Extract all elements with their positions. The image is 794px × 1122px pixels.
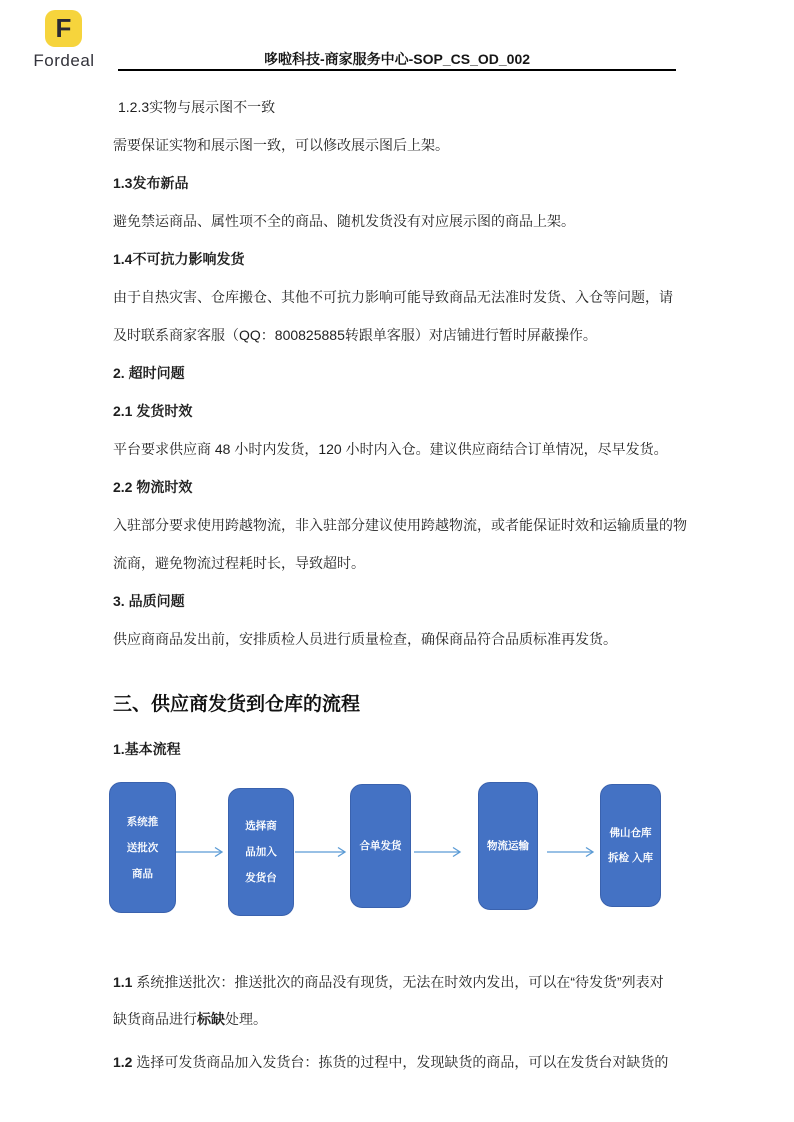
paragraph-1-4-line2: 及时联系商家客服（QQ：800825885转跟单客服）对店铺进行暂时屏蔽操作。 xyxy=(113,327,597,343)
flow-node-logistics-transport xyxy=(478,782,538,910)
flow-node-line: 品加入 xyxy=(245,846,277,858)
document-header-title: 哆啦科技-商家服务中心-SOP_CS_OD_002 xyxy=(263,51,531,67)
note-1-1-line1 xyxy=(113,975,685,989)
note-1-2-number: 1.2 xyxy=(113,1054,133,1070)
paragraph-3-desc: 供应商商品发出前，安排质检人员进行质量检查，确保商品符合品质标准再发货。 xyxy=(113,631,617,647)
note-1-1-number: 1.1 xyxy=(113,974,133,990)
heading-2-1: 2.1 发货时效 xyxy=(113,403,193,419)
note-1-1-line2-post: 处理。 xyxy=(225,1011,267,1027)
flow-node-system-push-batch xyxy=(109,782,176,913)
document-body xyxy=(113,100,685,1069)
flow-node-line: 选择商 xyxy=(245,820,277,832)
paragraph-1-4-line1: 由于自热灾害、仓库搬仓、其他不可抗力影响可能导致商品无法准时发货、入仓等问题，请 xyxy=(113,289,673,305)
flow-node-line: 合单发货 xyxy=(359,840,402,852)
note-1-2-text: 选择可发货商品加入发货台：拣货的过程中，发现缺货的商品，可以在发货台对缺货的 xyxy=(132,1054,669,1070)
flow-node-line: 商品 xyxy=(132,867,153,880)
flow-node-line: 物流运输 xyxy=(487,840,529,852)
flow-node-line: 佛山仓库 xyxy=(609,826,652,839)
flow-node-line: 系统推 xyxy=(126,815,159,828)
paragraph-2-2-line2: 流商，避免物流过程耗时长，导致超时。 xyxy=(113,555,365,571)
fordeal-logo-icon xyxy=(45,10,82,47)
heading-1-4: 1.4不可抗力影响发货 xyxy=(113,251,245,267)
section-3-title: 三、供应商发货到仓库的流程 xyxy=(113,694,361,715)
note-1-1-line2 xyxy=(113,1012,685,1026)
heading-2: 2. 超时问题 xyxy=(113,365,185,381)
note-1-2-line1 xyxy=(113,1055,685,1069)
flow-arrow-icon xyxy=(414,846,462,858)
flow-arrow-icon xyxy=(295,846,347,858)
heading-3: 3. 品质问题 xyxy=(113,593,185,609)
flow-arrow-icon xyxy=(176,846,224,858)
flow-node-add-to-shipping-desk xyxy=(228,788,294,916)
flowchart-basic-process xyxy=(113,780,685,915)
flow-node-line: 拆检 入库 xyxy=(608,851,653,864)
paragraph-1-3-desc: 避免禁运商品、属性项不全的商品、随机发货没有对应展示图的商品上架。 xyxy=(113,213,575,229)
note-1-1-line2-bold: 标缺 xyxy=(197,1011,225,1027)
flow-arrow-icon xyxy=(547,846,595,858)
logo-letter: F xyxy=(55,13,72,43)
fordeal-wordmark: Fordeal xyxy=(33,51,95,70)
header-divider xyxy=(118,69,676,71)
flow-node-combine-ship xyxy=(350,784,411,908)
basic-process-subtitle: 1.基本流程 xyxy=(113,741,181,757)
paragraph-2-1-desc: 平台要求供应商 48 小时内发货，120 小时内入仓。建议供应商结合订单情况，尽早发货。 xyxy=(113,441,668,457)
flow-node-foshan-warehouse-inbound xyxy=(600,784,661,907)
paragraph-2-2-line1: 入驻部分要求使用跨越物流，非入驻部分建议使用跨越物流，或者能保证时效和运输质量的物 xyxy=(113,517,687,533)
note-1-1-text: 系统推送批次：推送批次的商品没有现货，无法在时效内发出，可以在“待发货”列表对 xyxy=(132,974,664,990)
paragraph-123-heading: 1.2.3实物与展示图不一致 xyxy=(118,99,276,115)
heading-1-3: 1.3发布新品 xyxy=(113,175,189,191)
note-1-1-line2-pre: 缺货商品进行 xyxy=(113,1011,197,1027)
flow-node-line: 发货台 xyxy=(245,872,277,884)
paragraph-123-desc: 需要保证实物和展示图一致，可以修改展示图后上架。 xyxy=(113,137,449,153)
heading-2-2: 2.2 物流时效 xyxy=(113,479,193,495)
flow-node-line: 送批次 xyxy=(126,841,159,854)
